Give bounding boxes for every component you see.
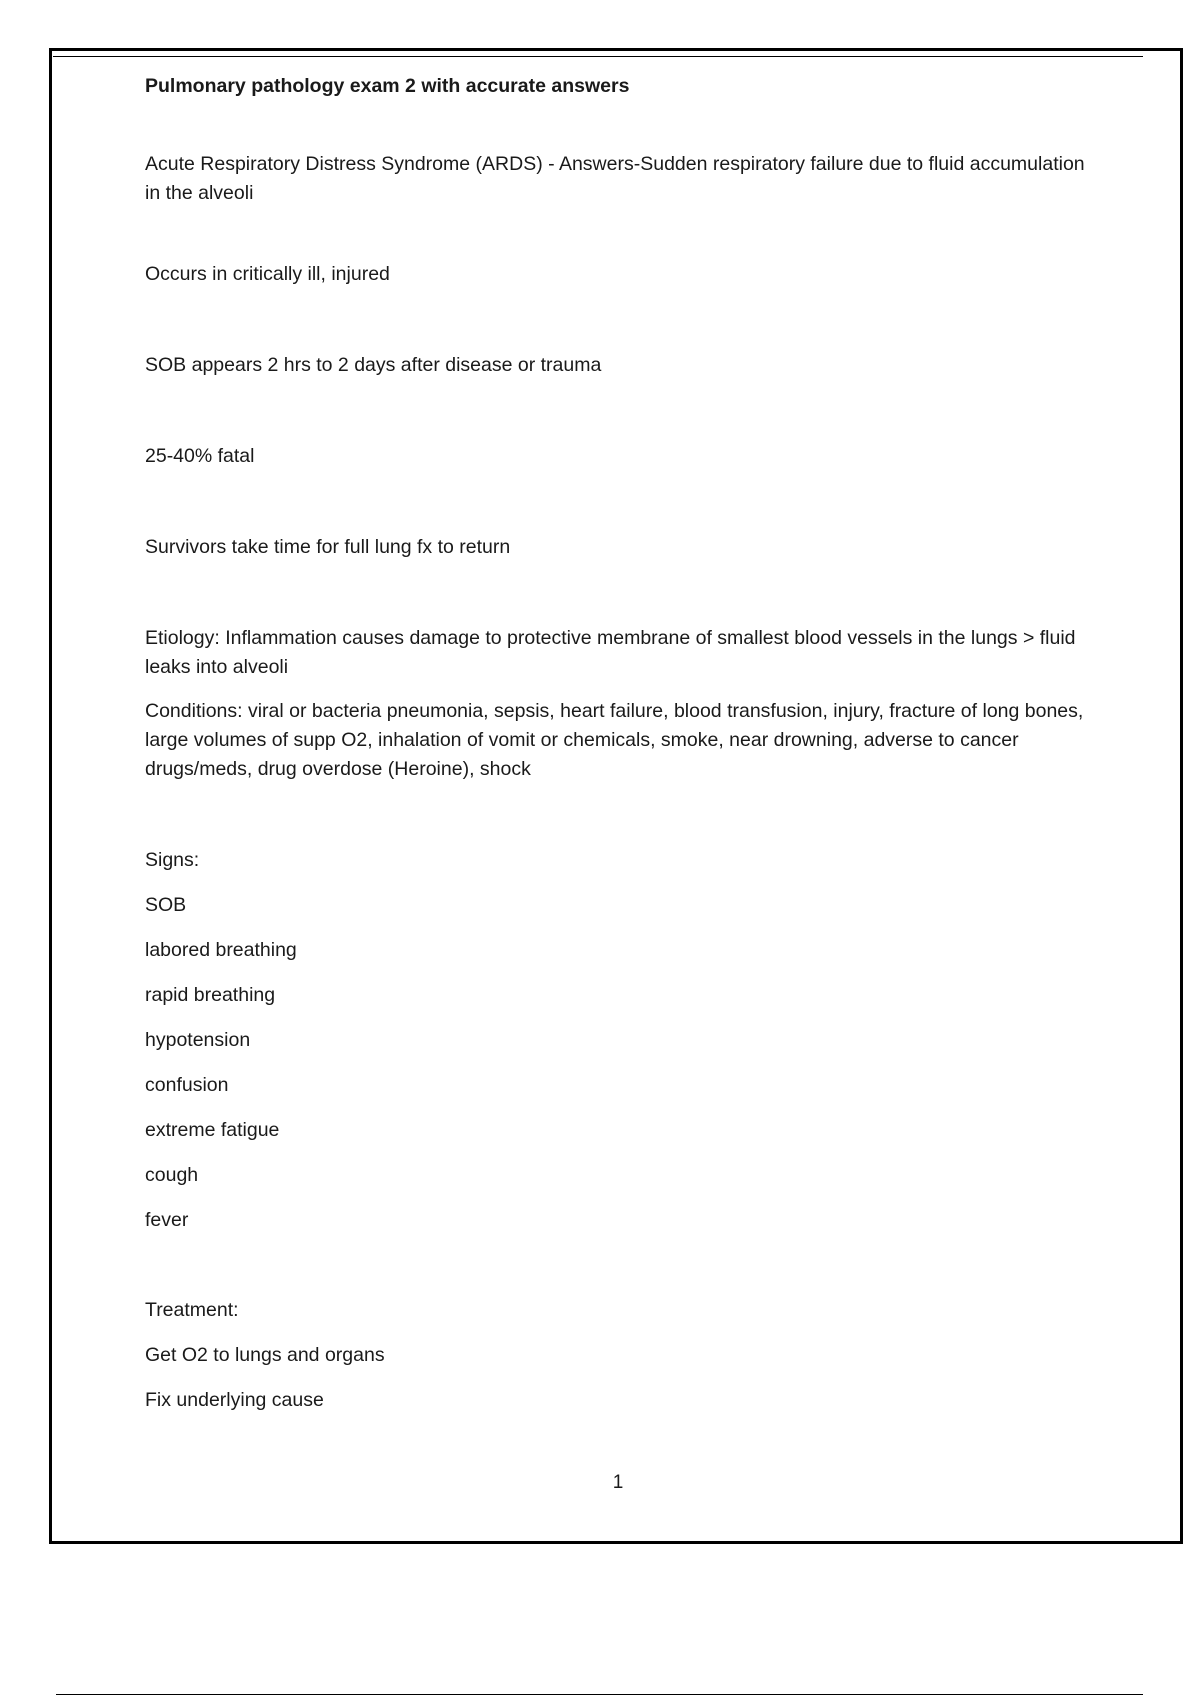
signs-item: confusion — [145, 1074, 229, 1096]
treatment-heading: Treatment: — [145, 1299, 239, 1321]
paragraph-ards: Acute Respiratory Distress Syndrome (ARDS) - Answers-Sudden respiratory failure due to fluid accumulation in the alveoli — [145, 153, 1085, 204]
page-number: 1 — [612, 1472, 624, 1493]
paragraph-sob-onset: SOB appears 2 hrs to 2 days after disease or trauma — [145, 354, 602, 376]
treatment-item: Fix underlying cause — [145, 1389, 324, 1411]
signs-item: labored breathing — [145, 939, 297, 961]
signs-item: cough — [145, 1164, 199, 1186]
treatment-list — [145, 1341, 1105, 1415]
signs-item: rapid breathing — [145, 984, 276, 1006]
treatment-item: Get O2 to lungs and organs — [145, 1344, 385, 1366]
signs-item: SOB — [145, 894, 187, 916]
document-title: Pulmonary pathology exam 2 with accurate answers — [145, 75, 630, 97]
paragraph-fatal: 25-40% fatal — [145, 445, 255, 467]
document-body — [145, 72, 1105, 1415]
paragraph-survivors: Survivors take time for full lung fx to return — [145, 536, 511, 558]
bottom-rule — [56, 1694, 1143, 1695]
paragraph-etiology: Etiology: Inflammation causes damage to protective membrane of smallest blood vessels in the lungs > fluid leaks into alveoli — [145, 627, 1076, 678]
signs-heading: Signs: — [145, 849, 200, 871]
paragraph-occurs: Occurs in critically ill, injured — [145, 263, 390, 285]
signs-item: fever — [145, 1209, 189, 1231]
signs-item: extreme fatigue — [145, 1119, 280, 1141]
signs-list — [145, 891, 1105, 1235]
paragraph-conditions: Conditions: viral or bacteria pneumonia, sepsis, heart failure, blood transfusion, injury, fracture of long bones, large volumes of supp O2, inhalation of vomit or chemicals, smoke, near drowning, adverse to cancer drugs/meds, drug overdose (Heroine), shock — [145, 700, 1084, 780]
signs-item: hypotension — [145, 1029, 251, 1051]
